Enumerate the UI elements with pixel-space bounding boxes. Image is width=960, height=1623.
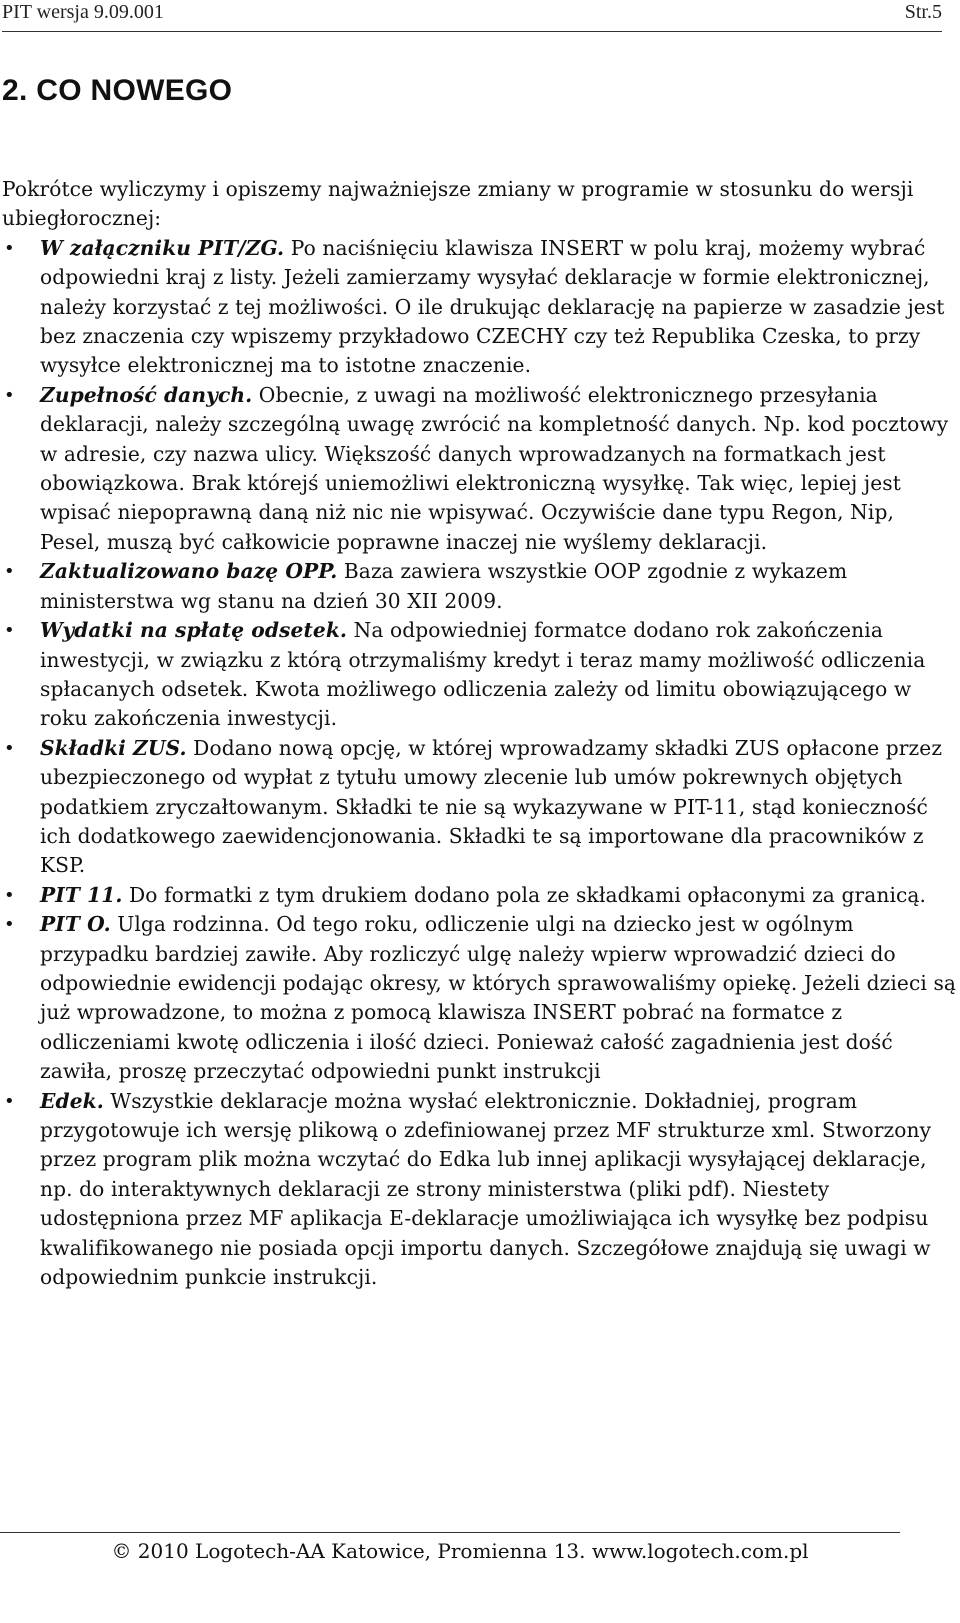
bullet-icon: • [4, 237, 15, 259]
item-lead: W załączniku PIT/ZG. [40, 235, 285, 260]
item-lead: Składki ZUS. [40, 735, 187, 760]
item-lead: Wydatki na spłatę odsetek. [40, 618, 348, 643]
footer-divider [0, 1532, 900, 1533]
list-item [2, 381, 957, 557]
bullet-icon: • [4, 620, 15, 642]
list-item [2, 557, 957, 616]
item-lead: PIT 11. [40, 882, 123, 907]
bullet-icon: • [4, 884, 15, 906]
bullet-icon: • [4, 914, 15, 936]
item-text: Na odpowiedniej formatce dodano rok zakończenia inwestycji, w związku z którą otrzymaliśmy kredyt i teraz mamy możliwość odliczenia spłacanych odsetek. Kwota możliwego odliczenia zależy od limitu obowiązującego w roku zakończenia inwestycji. [40, 618, 926, 731]
bullet-icon: • [4, 384, 15, 406]
intro-paragraph: Pokrótce wyliczymy i opiszemy najważniejsze zmiany w programie w stosunku do wersji ubiegłorocznej: [2, 177, 914, 231]
change-list [2, 234, 957, 1293]
item-text: Po naciśnięciu klawisza INSERT w polu kraj, możemy wybrać odpowiedni kraj z listy. Jeżeli zamierzamy wysyłać deklaracje w formie elektronicznej, należy korzystać z tej możliwości. O ile drukując deklarację na papierze w zasadzie jest bez znaczenia czy wpiszemy przykładowo CZECHY czy też Republika Czeska, to przy wysyłce elektronicznej ma to istotne znaczenie. [40, 235, 945, 378]
list-item [2, 1087, 957, 1293]
item-text: Baza zawiera wszystkie OOP zgodnie z wykazem ministerstwa wg stanu na dzień 30 XII 2009. [40, 559, 848, 613]
item-text: Ulga rodzinna. Od tego roku, odliczenie ulgi na dziecko jest w ogólnym przypadku bardziej zawiłe. Aby rozliczyć ulgę należy wpierw wprowadzić dzieci do odpowiednie ewidencji podając okresy, w których sprawowaliśmy opiekę. Jeżeli dzieci są już wprowadzone, to można z pomocą klawisza INSERT pobrać na formatce z odliczeniami kwotę odliczenia i ilość dzieci. Ponieważ całość zagadnienia jest dość zawiła, proszę przeczytać odpowiedni punkt instrukcji [40, 912, 957, 1084]
list-item [2, 734, 957, 881]
item-lead: Edek. [40, 1088, 104, 1113]
item-lead: Zupełność danych. [40, 382, 253, 407]
list-item [2, 881, 957, 910]
page-header [2, 0, 942, 32]
item-lead: Zaktualizowano bazę OPP. [40, 559, 338, 584]
bullet-icon: • [4, 1090, 15, 1112]
item-text: Dodano nową opcję, w której wprowadzamy składki ZUS opłacone przez ubezpieczonego od wypłat z tytułu umowy zlecenie lub umów pokrewnych objętych podatkiem zryczałtowanym. Składki te nie są wykazywane w PIT-11, stąd konieczność ich dodatkowego zaewidencjonowania. Składki te są importowane dla pracowników z KSP. [40, 735, 943, 878]
document-version: PIT wersja 9.09.001 [2, 1, 164, 23]
item-text: Do formatki z tym drukiem dodano pola ze składkami opłaconymi za granicą. [122, 882, 927, 907]
header-divider [2, 31, 942, 32]
page-number: Str.5 [904, 1, 942, 23]
bullet-icon: • [4, 737, 15, 759]
item-text: Wszystkie deklaracje można wysłać elektronicznie. Dokładniej, program przygotowuje ich wersję plikową o zdefiniowanej przez MF strukturze xml. Stworzony przez program plik można wczytać do Edka lub innej aplikacji wysyłającej deklaracje, np. do interaktywnych deklaracji ze strony ministerstwa (pliki pdf). Niestety udostępniona przez MF aplikacja E-deklaracje umożliwiająca ich wysyłkę bez podpisu kwalifikowanego nie posiada opcji importu danych. Szczegółowe znajdują się uwagi w odpowiednim punkcie instrukcji. [40, 1088, 932, 1290]
list-item [2, 910, 957, 1086]
item-lead: PIT O. [40, 912, 111, 937]
item-text: Obecnie, z uwagi na możliwość elektronicznego przesyłania deklaracji, należy szczególną uwagę zwrócić na kompletność danych. Np. kod pocztowy w adresie, czy nazwa ulicy. Większość danych wprowadzanych na formatkach jest obowiązkowa. Brak którejś uniemożliwi elektroniczną wysyłkę. Tak więc, lepiej jest wpisać niepoprawną daną niż nic nie wpisywać. Oczywiście dane typu Regon, Nip, Pesel, muszą być całkowicie poprawne inaczej nie wyślemy deklaracji. [40, 382, 949, 554]
document-body [2, 175, 957, 1292]
section-title: 2. CO NOWEGO [2, 74, 233, 107]
page-footer: © 2010 Logotech-AA Katowice, Promienna 13. www.logotech.com.pl [111, 1539, 809, 1563]
bullet-icon: • [4, 561, 15, 583]
list-item [2, 616, 957, 734]
list-item [2, 234, 957, 381]
